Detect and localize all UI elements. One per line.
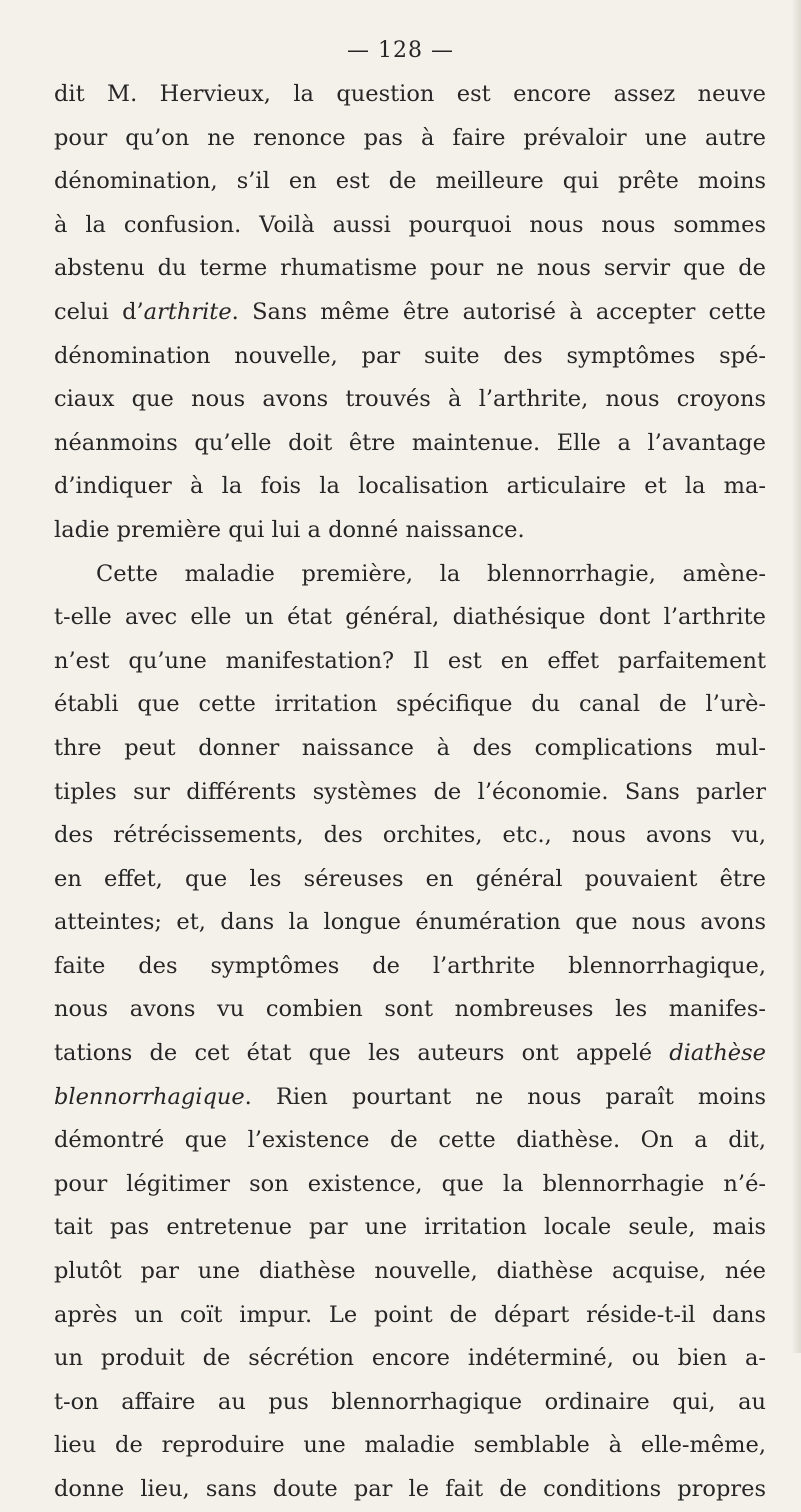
text-segment: tations de cet état que les auteurs ont appelé [54, 1040, 670, 1067]
text-line: thre peut donner naissance à des complications mul- [54, 734, 766, 761]
text-line: d’indiquer à la fois la localisation articulaire et la ma- [54, 473, 766, 500]
text-line: démontré que l’existence de cette diathèse. On a dit, [54, 1127, 766, 1154]
text-line: plutôt par une diathèse nouvelle, diathèse acquise, née [54, 1258, 766, 1285]
text-line: après un coït impur. Le point de départ réside-t-il dans [54, 1301, 766, 1328]
text-line: t-on affaire au pus blennorrhagique ordinaire qui, au [54, 1388, 766, 1415]
text-line: t-elle avec elle un état général, diathésique dont l’arthrite [54, 604, 766, 631]
page-number-header: — 128 — [347, 38, 454, 63]
text-line [54, 291, 766, 335]
text-line: tait pas entretenue par une irritation locale seule, mais [54, 1214, 766, 1241]
text-line: nous avons vu combien sont nombreuses les manifes- [54, 996, 766, 1023]
text-line: en effet, que les séreuses en général pouvaient être [54, 865, 766, 892]
text-segment: celui d’ [54, 298, 144, 325]
body-text [54, 73, 766, 1512]
text-line: néanmoins qu’elle doit être maintenue. Elle a l’avantage [54, 429, 766, 456]
text-line: un produit de sécrétion encore indéterminé, ou bien a- [54, 1345, 766, 1372]
text-line: tiples sur différents systèmes de l’économie. Sans parler [54, 778, 766, 805]
text-segment: . Rien pourtant ne nous paraît moins [244, 1083, 766, 1110]
text-line: des rétrécissements, des orchites, etc., nous avons vu, [54, 822, 766, 849]
text-line [54, 1032, 766, 1076]
text-line: à la confusion. Voilà aussi pourquoi nous nous sommes [54, 211, 766, 238]
text-line [54, 1076, 766, 1120]
text-line: atteintes; et, dans la longue énumération que nous avons [54, 909, 766, 936]
italic-term: diathèse [669, 1040, 766, 1067]
text-line: ciaux que nous avons trouvés à l’arthrite, nous croyons [54, 386, 766, 413]
text-line: Cette maladie première, la blennorrhagie, amène- [96, 560, 766, 587]
text-line: dénomination nouvelle, par suite des symptômes spé- [54, 342, 766, 369]
text-line: faite des symptômes de l’arthrite blennorrhagique, [54, 952, 766, 979]
text-line: pour qu’on ne renonce pas à faire prévaloir une autre [54, 124, 766, 151]
text-line: n’est qu’une manifestation? Il est en effet parfaitement [54, 647, 766, 674]
text-line: établi que cette irritation spécifique du canal de l’urè- [54, 691, 766, 718]
text-line: dénomination, s’il en est de meilleure qui prête moins [54, 168, 766, 195]
text-line: abstenu du terme rhumatisme pour ne nous servir que de [54, 255, 766, 282]
text-line: lieu de reproduire une maladie semblable à elle-même, [54, 1432, 766, 1459]
text-segment: . Sans même être autorisé à accepter cette [231, 298, 766, 325]
text-line: donne lieu, sans doute par le fait de conditions propres [54, 1476, 766, 1502]
italic-term: blennorrhagique [54, 1083, 245, 1110]
text-line: ladie première qui lui a donné naissance. [54, 516, 525, 543]
italic-term: arthrite [143, 298, 232, 325]
text-line: pour légitimer son existence, que la blennorrhagie n’é- [54, 1170, 766, 1197]
page-edge-shadow [791, 0, 801, 1353]
text-line: dit M. Hervieux, la question est encore assez neuve [54, 81, 766, 107]
